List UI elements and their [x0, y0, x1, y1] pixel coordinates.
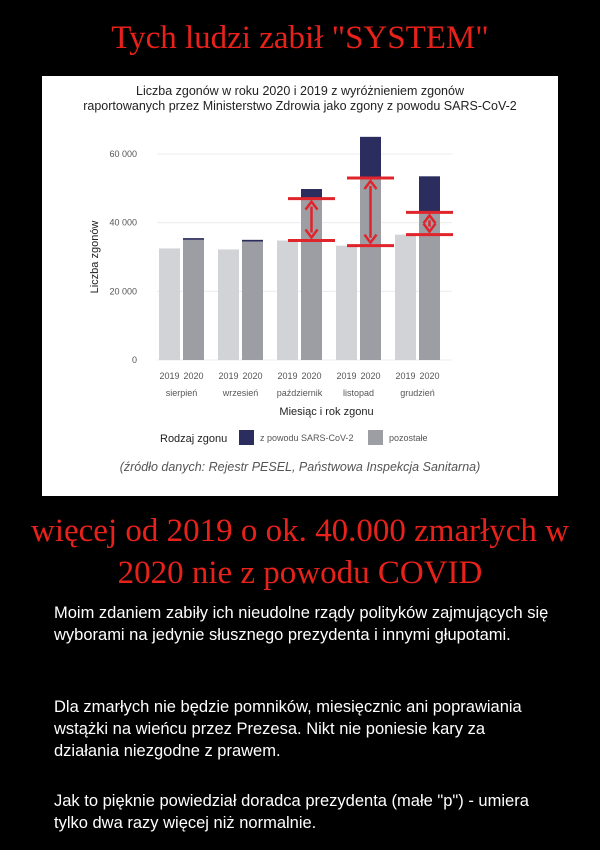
x-tick-year: 2019 — [218, 371, 239, 381]
y-axis-label: Liczba zgonów — [89, 220, 101, 294]
y-tick-label: 0 — [131, 355, 137, 365]
legend-title: Rodzaj zgonu — [160, 433, 228, 445]
x-tick-year: 2020 — [242, 371, 263, 381]
bar-2019-2 — [277, 241, 298, 360]
x-tick-year: 2019 — [277, 371, 298, 381]
paragraph-1: Moim zdaniem zabiły ich nieudolne rządy polityków zajmujących się wyborami na jedynie słusznego prezydenta i innymi głupotami. — [54, 604, 549, 644]
legend-label-other: pozostałe — [389, 433, 428, 443]
x-tick-month: październik — [276, 388, 323, 398]
y-tick-label: 40 000 — [109, 217, 137, 228]
legend-swatch-other — [368, 430, 383, 445]
chart-frame — [42, 76, 558, 496]
chart-title-line2: raportowanych przez Ministerstwo Zdrowia jako zgony z powodu SARS-CoV-2 — [83, 99, 517, 113]
x-tick-year: 2020 — [301, 371, 322, 381]
legend-swatch-covid — [239, 430, 254, 445]
x-tick-month: listopad — [342, 388, 375, 398]
chart-svg — [42, 76, 558, 456]
x-tick-year: 2019 — [395, 371, 416, 381]
x-tick-year: 2020 — [419, 371, 440, 381]
bar-2020-covid-1 — [242, 240, 263, 242]
y-tick-label: 60 000 — [109, 149, 137, 159]
y-tick-label: 20 000 — [109, 286, 137, 297]
bar-2020-covid-0 — [183, 238, 204, 240]
x-tick-year: 2019 — [159, 371, 180, 381]
paragraph-3: Jak to pięknie powiedział doradca prezydenta (małe "p") - umiera tylko dwa razy więcej niż normalnie. — [54, 792, 529, 832]
paragraph-2: Dla zmarłych nie będzie pomników, miesięcznic ani poprawiania wstążki na wieńcu przez Prezesa. Nikt nie poniesie kary za działania niezgodne z prawem. — [54, 698, 522, 760]
x-tick-month: wrzesień — [222, 388, 259, 398]
bar-2019-1 — [218, 249, 239, 360]
x-tick-month: sierpień — [165, 388, 198, 398]
x-tick-month: grudzień — [400, 388, 435, 398]
bar-2020-covid-3 — [360, 137, 381, 178]
bar-2019-4 — [395, 235, 416, 360]
watermark: DEMOTYWATORY.PL — [241, 487, 359, 499]
bar-2020-covid-4 — [419, 176, 440, 212]
bar-2019-3 — [336, 246, 357, 360]
source-note: (źródło danych: Rejestr PESEL, Państwowa Inspekcja Sanitarna) — [119, 460, 481, 474]
bar-2020-other-0 — [183, 240, 204, 360]
top-title: Tych ludzi zabił "SYSTEM" — [111, 20, 489, 56]
x-tick-year: 2020 — [183, 371, 204, 381]
bottom-title: więcej od 2019 o ok. 40.000 zmarłych w 2020 nie z powodu COVID — [31, 513, 569, 591]
x-axis-label: Miesiąc i rok zgonu — [279, 406, 374, 418]
legend-label-covid: z powodu SARS-CoV-2 — [260, 433, 354, 443]
bar-2019-0 — [159, 248, 180, 360]
bar-2020-other-1 — [242, 242, 263, 360]
chart-title-line1: Liczba zgonów w roku 2020 i 2019 z wyróżnieniem zgonów — [136, 84, 464, 98]
x-tick-year: 2020 — [360, 371, 381, 381]
x-tick-year: 2019 — [336, 371, 357, 381]
